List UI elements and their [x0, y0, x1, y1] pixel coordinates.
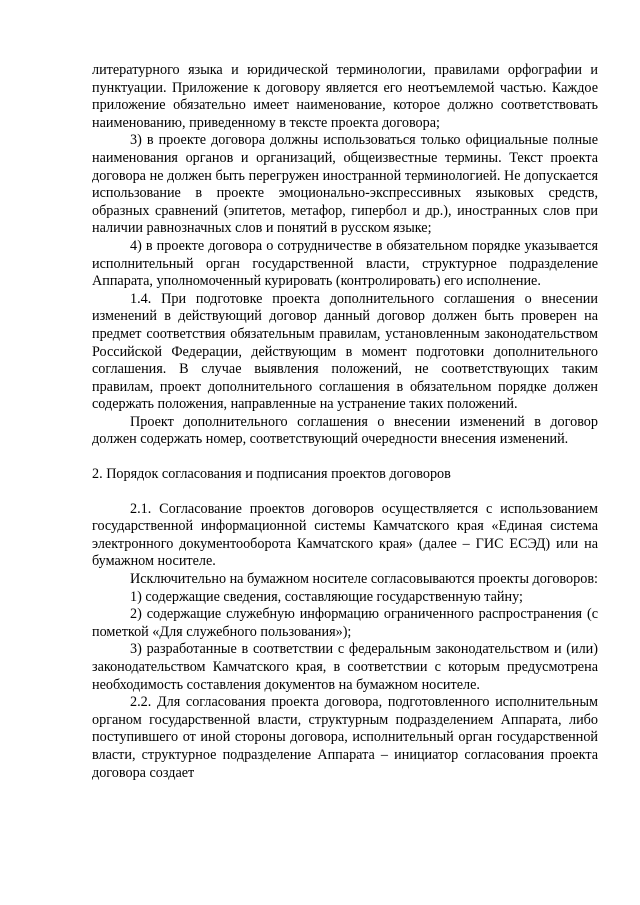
- paragraph-1-4: 1.4. При подготовке проекта дополнительного соглашения о внесении изменений в действующий договор данный договор должен быть проверен на предмет соответствия обязательным правилам, установленным законодательством Российской Федерации, действующим в момент подготовки дополнительного соглашения. В случае выявления положений, не соответствующих таким правилам, проект дополнительного соглашения в обязательном порядке должен содержать положения, направленные на устранение таких положений.: [92, 290, 598, 413]
- list-item-3: 3) разработанные в соответствии с федеральным законодательством и (или) законодательством Камчатского края, в соответствии с которым предусмотрена необходимость составления документов на бумажном носителе.: [92, 641, 598, 693]
- document-body: [92, 62, 598, 782]
- list-item-2: 2) содержащие служебную информацию ограниченного распространения (с пометкой «Для служебного пользования»);: [92, 606, 598, 640]
- paragraph-item-3: 3) в проекте договора должны использоваться только официальные полные наименования органов и организаций, общеизвестные термины. Текст проекта договора не должен быть перегружен иностранной терминологией. Не допускается использование в проекте эмоционально-экспрессивных языковых средств, образных сравнений (эпитетов, метафор, гипербол и др.), иностранных слов при наличии равнозначных слов и понятий в русском языке;: [92, 132, 598, 237]
- paragraph-2-1: 2.1. Согласование проектов договоров осуществляется с использованием государственной информационной системы Камчатского края «Единая система электронного документооборота Камчатского края» (далее – ГИС ЕСЭД) или на бумажном носителе.: [92, 500, 598, 570]
- paragraph-item-4: 4) в проекте договора о сотрудничестве в обязательном порядке указывается исполнительный орган государственной власти, структурное подразделение Аппарата, уполномоченный курировать (контролировать) его исполнение.: [92, 237, 598, 290]
- list-item-1: 1) содержащие сведения, составляющие государственную тайну;: [130, 588, 523, 605]
- paragraph-paper-only: Исключительно на бумажном носителе согласовываются проекты договоров:: [130, 571, 598, 588]
- section-heading: 2. Порядок согласования и подписания проектов договоров: [92, 466, 451, 483]
- paragraph-2-2: 2.2. Для согласования проекта договора, подготовленного исполнительным органом государственной власти, структурным подразделением Аппарата, либо поступившего от иной стороны договора, исполнительный орган государственной власти, структурное подразделение Аппарата – инициатор согласования проекта договора создает: [92, 694, 598, 781]
- paragraph-additional-agreement: Проект дополнительного соглашения о внесении изменений в договор должен содержать номер, соответствующий очередности внесения изменений.: [92, 413, 598, 448]
- paragraph-continuation: литературного языка и юридической терминологии, правилами орфографии и пунктуации. Приложение к договору является его неотъемлемой частью. Каждое приложение обязательно имеет наименование, которое должно соответствовать наименованию, приведенному в тексте проекта договора;: [92, 62, 598, 131]
